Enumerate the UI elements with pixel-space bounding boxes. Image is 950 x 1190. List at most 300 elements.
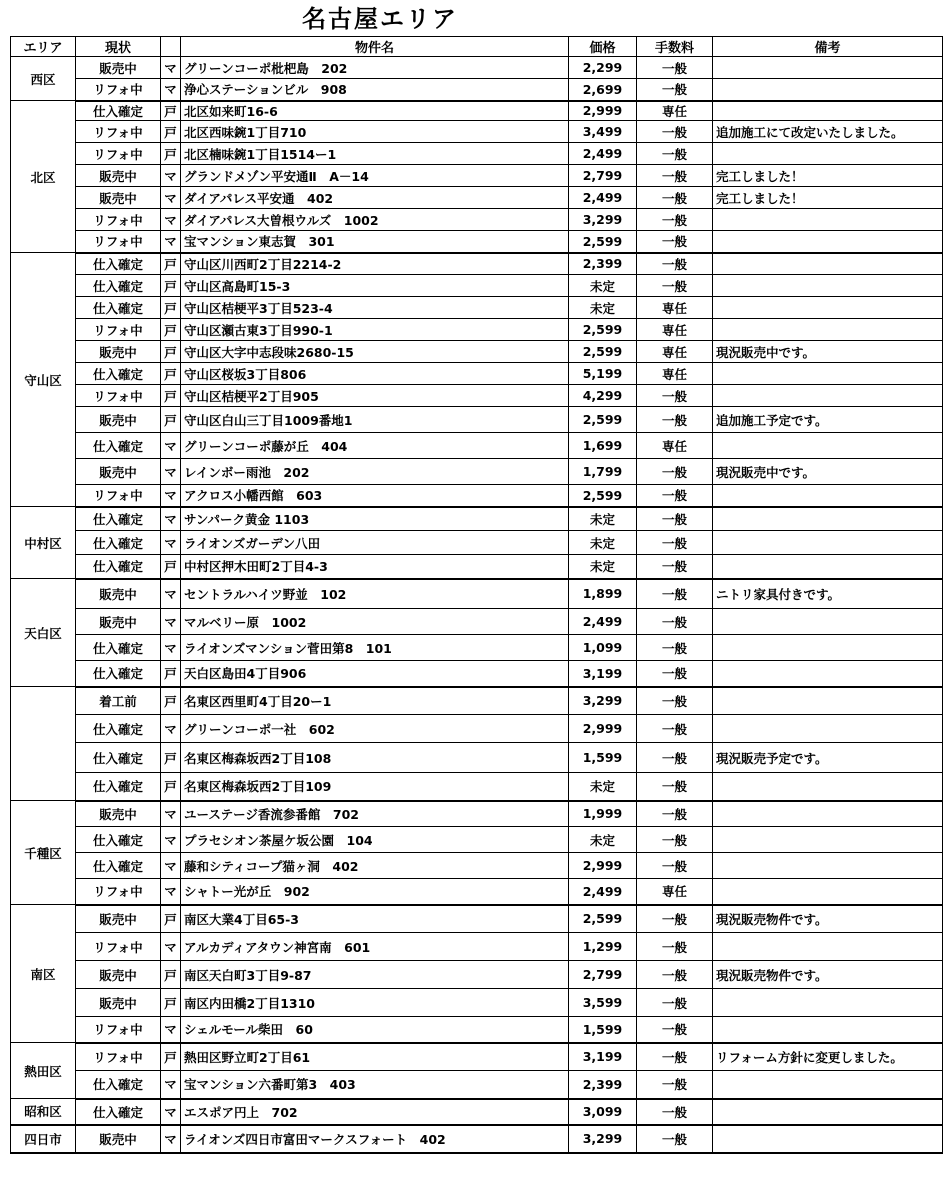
fee-cell: 一般 — [637, 1125, 713, 1153]
name-cell: 北区西味鋺1丁目710 — [181, 121, 569, 143]
price-cell: 2,799 — [569, 961, 637, 989]
note-cell — [713, 827, 943, 853]
price-cell: 2,699 — [569, 79, 637, 101]
kind-cell: マ — [161, 1017, 181, 1043]
price-cell: 2,499 — [569, 143, 637, 165]
kind-cell: 戸 — [161, 407, 181, 433]
fee-cell: 一般 — [637, 1071, 713, 1099]
status-cell: 販売中 — [76, 905, 161, 933]
name-cell: グリーンコーポ一社 602 — [181, 715, 569, 743]
fee-cell: 専任 — [637, 363, 713, 385]
table-row — [11, 209, 943, 231]
kind-cell: マ — [161, 165, 181, 187]
price-cell: 未定 — [569, 827, 637, 853]
status-cell: 販売中 — [76, 187, 161, 209]
status-cell: 販売中 — [76, 989, 161, 1017]
price-cell: 3,299 — [569, 687, 637, 715]
status-cell: 販売中 — [76, 57, 161, 79]
price-cell: 2,599 — [569, 341, 637, 363]
kind-cell: 戸 — [161, 319, 181, 341]
note-cell: 追加施工にて改定いたしました。 — [713, 121, 943, 143]
note-cell: 追加施工予定です。 — [713, 407, 943, 433]
status-cell: 販売中 — [76, 407, 161, 433]
fee-cell: 専任 — [637, 101, 713, 121]
price-cell: 3,299 — [569, 209, 637, 231]
name-cell: マルベリー原 1002 — [181, 609, 569, 635]
area-cell: 北区 — [11, 101, 76, 253]
table-row — [11, 853, 943, 879]
price-cell: 2,599 — [569, 905, 637, 933]
fee-cell: 一般 — [637, 1017, 713, 1043]
name-cell: レインボー雨池 202 — [181, 459, 569, 485]
fee-cell: 一般 — [637, 1099, 713, 1125]
note-cell: 現況販売物件です。 — [713, 905, 943, 933]
area-cell: 守山区 — [11, 253, 76, 507]
note-cell — [713, 773, 943, 801]
price-cell: 3,499 — [569, 121, 637, 143]
note-cell — [713, 79, 943, 101]
status-cell: 仕入確定 — [76, 555, 161, 579]
status-cell: リフォ中 — [76, 121, 161, 143]
price-cell: 2,499 — [569, 879, 637, 905]
kind-cell: 戸 — [161, 743, 181, 773]
price-cell: 1,599 — [569, 743, 637, 773]
fee-cell: 一般 — [637, 385, 713, 407]
fee-cell: 一般 — [637, 905, 713, 933]
price-cell: 3,299 — [569, 1125, 637, 1153]
price-cell: 1,099 — [569, 635, 637, 661]
note-cell — [713, 853, 943, 879]
status-cell: 仕入確定 — [76, 433, 161, 459]
header-fee: 手数料 — [637, 37, 713, 57]
price-cell: 未定 — [569, 507, 637, 531]
status-cell: 仕入確定 — [76, 253, 161, 275]
name-cell: プラセシオン茶屋ケ坂公園 104 — [181, 827, 569, 853]
table-row — [11, 101, 943, 121]
note-cell: 現況販売中です。 — [713, 341, 943, 363]
fee-cell: 一般 — [637, 485, 713, 507]
name-cell: ユーステージ香流参番館 702 — [181, 801, 569, 827]
status-cell: リフォ中 — [76, 231, 161, 253]
kind-cell: 戸 — [161, 773, 181, 801]
property-table — [10, 36, 943, 1154]
status-cell: 仕入確定 — [76, 743, 161, 773]
fee-cell: 一般 — [637, 635, 713, 661]
kind-cell: 戸 — [161, 143, 181, 165]
price-cell: 未定 — [569, 297, 637, 319]
table-row — [11, 231, 943, 253]
table-row — [11, 507, 943, 531]
price-cell: 3,199 — [569, 1043, 637, 1071]
note-cell — [713, 385, 943, 407]
note-cell — [713, 1125, 943, 1153]
header-row — [11, 37, 943, 57]
note-cell — [713, 297, 943, 319]
price-cell: 2,599 — [569, 231, 637, 253]
name-cell: 守山区白山三丁目1009番地1 — [181, 407, 569, 433]
status-cell: 販売中 — [76, 1125, 161, 1153]
name-cell: 守山区桔梗平3丁目523-4 — [181, 297, 569, 319]
status-cell: 販売中 — [76, 459, 161, 485]
status-cell: 仕入確定 — [76, 635, 161, 661]
fee-cell: 一般 — [637, 661, 713, 687]
status-cell: リフォ中 — [76, 209, 161, 231]
name-cell: 名東区梅森坂西2丁目109 — [181, 773, 569, 801]
table-row — [11, 319, 943, 341]
kind-cell: 戸 — [161, 275, 181, 297]
kind-cell: マ — [161, 187, 181, 209]
fee-cell: 一般 — [637, 231, 713, 253]
kind-cell: 戸 — [161, 905, 181, 933]
price-cell: 2,599 — [569, 485, 637, 507]
table-row — [11, 407, 943, 433]
status-cell: 仕入確定 — [76, 827, 161, 853]
kind-cell: マ — [161, 79, 181, 101]
price-cell: 1,299 — [569, 933, 637, 961]
price-cell: 2,599 — [569, 407, 637, 433]
table-row — [11, 253, 943, 275]
name-cell: エスポア円上 702 — [181, 1099, 569, 1125]
name-cell: 北区如来町16-6 — [181, 101, 569, 121]
name-cell: 守山区高島町15-3 — [181, 275, 569, 297]
kind-cell: マ — [161, 715, 181, 743]
area-cell: 昭和区 — [11, 1099, 76, 1125]
name-cell: 名東区西里町4丁目20ー1 — [181, 687, 569, 715]
kind-cell: マ — [161, 531, 181, 555]
kind-cell: マ — [161, 209, 181, 231]
table-row — [11, 609, 943, 635]
status-cell: 仕入確定 — [76, 661, 161, 687]
kind-cell: 戸 — [161, 253, 181, 275]
name-cell: ダイアパレス大曽根ウルズ 1002 — [181, 209, 569, 231]
fee-cell: 一般 — [637, 57, 713, 79]
note-cell: 完工しました！ — [713, 165, 943, 187]
name-cell: 北区楠味鋺1丁目1514ー1 — [181, 143, 569, 165]
fee-cell: 一般 — [637, 209, 713, 231]
note-cell — [713, 209, 943, 231]
table-row — [11, 879, 943, 905]
price-cell: 1,899 — [569, 579, 637, 609]
name-cell: 守山区瀬古東3丁目990-1 — [181, 319, 569, 341]
price-cell: 3,199 — [569, 661, 637, 687]
table-row — [11, 773, 943, 801]
name-cell: ライオンズガーデン八田 — [181, 531, 569, 555]
kind-cell: マ — [161, 609, 181, 635]
kind-cell: 戸 — [161, 121, 181, 143]
price-cell: 2,399 — [569, 253, 637, 275]
kind-cell: マ — [161, 485, 181, 507]
price-cell: 4,299 — [569, 385, 637, 407]
table-row — [11, 687, 943, 715]
name-cell: サンパーク黄金 1103 — [181, 507, 569, 531]
table-row — [11, 485, 943, 507]
table-row — [11, 433, 943, 459]
fee-cell: 一般 — [637, 743, 713, 773]
status-cell: リフォ中 — [76, 485, 161, 507]
price-cell: 1,699 — [569, 433, 637, 459]
table-row — [11, 531, 943, 555]
price-cell: 1,999 — [569, 801, 637, 827]
kind-cell: マ — [161, 853, 181, 879]
price-cell: 1,599 — [569, 1017, 637, 1043]
name-cell: 宝マンション六番町第3 403 — [181, 1071, 569, 1099]
fee-cell: 一般 — [637, 1043, 713, 1071]
kind-cell: マ — [161, 879, 181, 905]
price-cell: 2,499 — [569, 187, 637, 209]
fee-cell: 専任 — [637, 319, 713, 341]
table-row — [11, 1017, 943, 1043]
fee-cell: 専任 — [637, 341, 713, 363]
kind-cell: 戸 — [161, 297, 181, 319]
table-row — [11, 743, 943, 773]
note-cell — [713, 555, 943, 579]
fee-cell: 一般 — [637, 715, 713, 743]
kind-cell: マ — [161, 231, 181, 253]
name-cell: 守山区川西町2丁目2214-2 — [181, 253, 569, 275]
table-row — [11, 79, 943, 101]
table-row — [11, 961, 943, 989]
table-row — [11, 905, 943, 933]
note-cell: 現況販売予定です。 — [713, 743, 943, 773]
price-cell: 5,199 — [569, 363, 637, 385]
area-cell: 千種区 — [11, 801, 76, 905]
note-cell — [713, 231, 943, 253]
fee-cell: 一般 — [637, 275, 713, 297]
status-cell: リフォ中 — [76, 143, 161, 165]
kind-cell: マ — [161, 635, 181, 661]
fee-cell: 一般 — [637, 507, 713, 531]
note-cell — [713, 1071, 943, 1099]
price-cell: 2,999 — [569, 101, 637, 121]
fee-cell: 一般 — [637, 773, 713, 801]
note-cell — [713, 661, 943, 687]
note-cell — [713, 933, 943, 961]
fee-cell: 一般 — [637, 555, 713, 579]
kind-cell: 戸 — [161, 989, 181, 1017]
table-row — [11, 341, 943, 363]
fee-cell: 一般 — [637, 579, 713, 609]
note-cell — [713, 275, 943, 297]
note-cell: リフォーム方針に変更しました。 — [713, 1043, 943, 1071]
fee-cell: 一般 — [637, 121, 713, 143]
kind-cell: マ — [161, 1071, 181, 1099]
fee-cell: 一般 — [637, 801, 713, 827]
fee-cell: 一般 — [637, 143, 713, 165]
status-cell: 仕入確定 — [76, 363, 161, 385]
name-cell: アルカディアタウン神宮南 601 — [181, 933, 569, 961]
price-cell: 2,999 — [569, 715, 637, 743]
note-cell — [713, 253, 943, 275]
status-cell: リフォ中 — [76, 385, 161, 407]
name-cell: 南区大業4丁目65-3 — [181, 905, 569, 933]
table-row — [11, 989, 943, 1017]
area-cell: 南区 — [11, 905, 76, 1043]
fee-cell: 一般 — [637, 687, 713, 715]
area-cell: 熱田区 — [11, 1043, 76, 1099]
note-cell — [713, 1099, 943, 1125]
fee-cell: 一般 — [637, 827, 713, 853]
header-note: 備考 — [713, 37, 943, 57]
price-cell: 1,799 — [569, 459, 637, 485]
kind-cell: マ — [161, 1099, 181, 1125]
name-cell: 守山区桔梗平2丁目905 — [181, 385, 569, 407]
note-cell — [713, 715, 943, 743]
kind-cell: 戸 — [161, 555, 181, 579]
name-cell: 名東区梅森坂西2丁目108 — [181, 743, 569, 773]
table-row — [11, 1043, 943, 1071]
status-cell: 販売中 — [76, 341, 161, 363]
name-cell: ライオンズ四日市富田マークスフォート 402 — [181, 1125, 569, 1153]
table-row — [11, 385, 943, 407]
kind-cell: 戸 — [161, 385, 181, 407]
fee-cell: 一般 — [637, 933, 713, 961]
note-cell — [713, 507, 943, 531]
fee-cell: 専任 — [637, 433, 713, 459]
fee-cell: 一般 — [637, 459, 713, 485]
kind-cell: 戸 — [161, 341, 181, 363]
table-row — [11, 297, 943, 319]
name-cell: 浄心ステーションビル 908 — [181, 79, 569, 101]
area-cell: 西区 — [11, 57, 76, 101]
status-cell: 販売中 — [76, 579, 161, 609]
status-cell: 仕入確定 — [76, 853, 161, 879]
status-cell: 仕入確定 — [76, 715, 161, 743]
status-cell: 販売中 — [76, 609, 161, 635]
status-cell: 販売中 — [76, 165, 161, 187]
table-row — [11, 57, 943, 79]
note-cell — [713, 101, 943, 121]
table-row — [11, 459, 943, 485]
fee-cell: 一般 — [637, 253, 713, 275]
table-row — [11, 1099, 943, 1125]
status-cell: 販売中 — [76, 801, 161, 827]
kind-cell: マ — [161, 1125, 181, 1153]
fee-cell: 専任 — [637, 297, 713, 319]
status-cell: 仕入確定 — [76, 297, 161, 319]
price-cell: 2,299 — [569, 57, 637, 79]
note-cell — [713, 485, 943, 507]
kind-cell: マ — [161, 57, 181, 79]
table-row — [11, 1125, 943, 1153]
name-cell: シャトー光が丘 902 — [181, 879, 569, 905]
note-cell: 現況販売物件です。 — [713, 961, 943, 989]
fee-cell: 一般 — [637, 531, 713, 555]
table-row — [11, 165, 943, 187]
header-name: 物件名 — [181, 37, 569, 57]
name-cell: シェルモール柴田 60 — [181, 1017, 569, 1043]
name-cell: 守山区大字中志段味2680-15 — [181, 341, 569, 363]
price-cell: 3,599 — [569, 989, 637, 1017]
name-cell: 中村区押木田町2丁目4-3 — [181, 555, 569, 579]
kind-cell: マ — [161, 433, 181, 459]
table-row — [11, 1071, 943, 1099]
name-cell: 宝マンション東志賀 301 — [181, 231, 569, 253]
fee-cell: 一般 — [637, 165, 713, 187]
note-cell — [713, 635, 943, 661]
note-cell — [713, 687, 943, 715]
status-cell: リフォ中 — [76, 1017, 161, 1043]
note-cell — [713, 363, 943, 385]
name-cell: グリーンコーポ藤が丘 404 — [181, 433, 569, 459]
table-row — [11, 275, 943, 297]
note-cell — [713, 531, 943, 555]
price-cell: 2,599 — [569, 319, 637, 341]
status-cell: 着工前 — [76, 687, 161, 715]
table-row — [11, 555, 943, 579]
name-cell: 南区天白町3丁目9-87 — [181, 961, 569, 989]
table-row — [11, 121, 943, 143]
name-cell: アクロス小幡西館 603 — [181, 485, 569, 507]
header-price: 価格 — [569, 37, 637, 57]
price-cell: 2,799 — [569, 165, 637, 187]
fee-cell: 一般 — [637, 609, 713, 635]
note-cell — [713, 879, 943, 905]
status-cell: 仕入確定 — [76, 507, 161, 531]
table-row — [11, 933, 943, 961]
kind-cell: 戸 — [161, 1043, 181, 1071]
note-cell — [713, 989, 943, 1017]
name-cell: 南区内田橋2丁目1310 — [181, 989, 569, 1017]
name-cell: ライオンズマンション菅田第8 101 — [181, 635, 569, 661]
table-row — [11, 715, 943, 743]
status-cell: 仕入確定 — [76, 101, 161, 121]
area-cell: 四日市 — [11, 1125, 76, 1153]
status-cell: リフォ中 — [76, 1043, 161, 1071]
table-row — [11, 187, 943, 209]
area-cell — [11, 687, 76, 801]
kind-cell: マ — [161, 933, 181, 961]
table-row — [11, 363, 943, 385]
price-cell: 未定 — [569, 773, 637, 801]
status-cell: 仕入確定 — [76, 1099, 161, 1125]
status-cell: 仕入確定 — [76, 275, 161, 297]
status-cell: 仕入確定 — [76, 1071, 161, 1099]
price-cell: 未定 — [569, 275, 637, 297]
note-cell — [713, 57, 943, 79]
table-row — [11, 827, 943, 853]
kind-cell: マ — [161, 459, 181, 485]
table-row — [11, 661, 943, 687]
status-cell: リフォ中 — [76, 933, 161, 961]
status-cell: リフォ中 — [76, 879, 161, 905]
note-cell — [713, 433, 943, 459]
header-area: エリア — [11, 37, 76, 57]
fee-cell: 一般 — [637, 407, 713, 433]
page-title: 名古屋エリア — [302, 5, 458, 33]
price-cell: 未定 — [569, 555, 637, 579]
table-row — [11, 635, 943, 661]
area-cell: 中村区 — [11, 507, 76, 579]
table-body — [11, 57, 943, 1153]
note-cell — [713, 319, 943, 341]
name-cell: 熱田区野立町2丁目61 — [181, 1043, 569, 1071]
table-row — [11, 579, 943, 609]
name-cell: ダイアパレス平安通 402 — [181, 187, 569, 209]
note-cell — [713, 801, 943, 827]
header-kind — [161, 37, 181, 57]
kind-cell: 戸 — [161, 101, 181, 121]
fee-cell: 一般 — [637, 961, 713, 989]
status-cell: リフォ中 — [76, 319, 161, 341]
status-cell: 仕入確定 — [76, 773, 161, 801]
note-cell — [713, 1017, 943, 1043]
fee-cell: 一般 — [637, 853, 713, 879]
kind-cell: マ — [161, 507, 181, 531]
note-cell: 完工しました！ — [713, 187, 943, 209]
table-row — [11, 143, 943, 165]
kind-cell: 戸 — [161, 661, 181, 687]
note-cell — [713, 609, 943, 635]
